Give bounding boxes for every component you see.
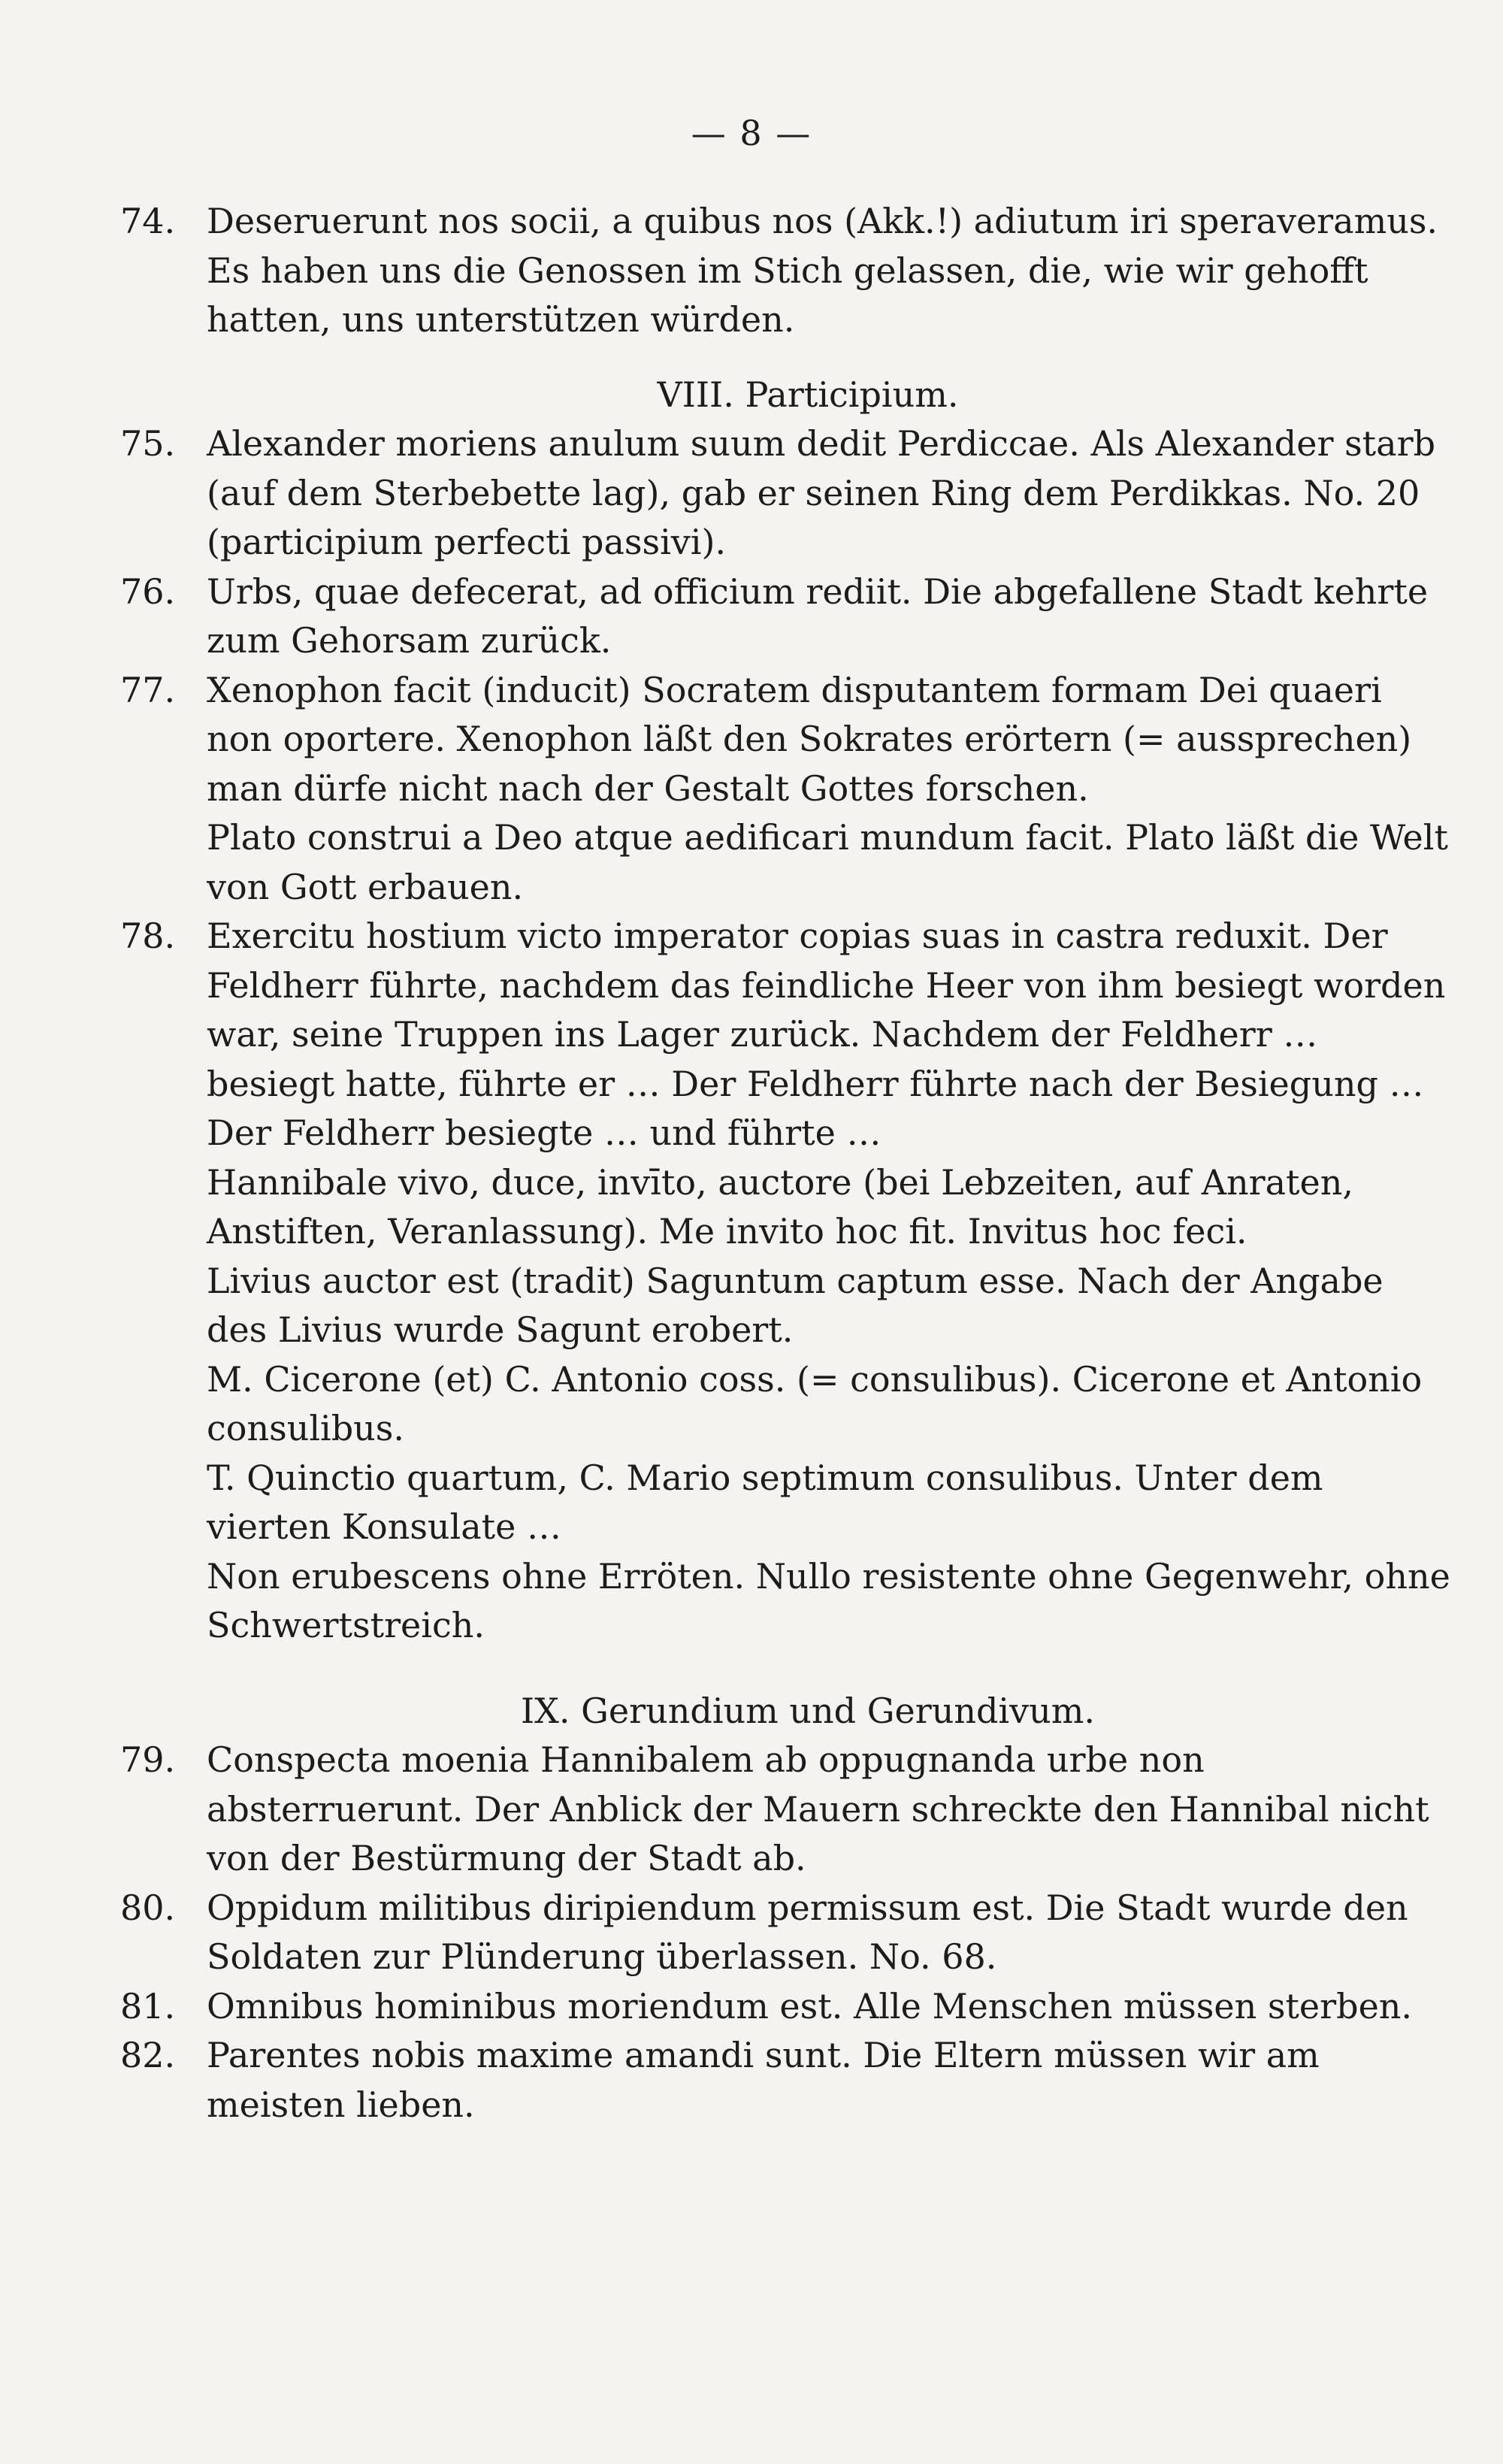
page-number: — 8 — — [691, 113, 812, 153]
entry-81 — [120, 1982, 1450, 2032]
entry-number: 80. — [120, 1887, 176, 1928]
entry-number: 81. — [120, 1985, 176, 2027]
entry-text: Oppidum militibus diripiendum permissum est. Die Stadt wurde den Soldaten zur Plünderung überlassen. No. 68. — [207, 1887, 1408, 1977]
entry-text: Alexander moriens anulum suum dedit Perdiccae. Als Alexander starb (auf dem Sterbebette lag), gab er seinen Ring dem Perdikkas. No. 20 (participium perfecti passivi). — [207, 423, 1436, 562]
entry-78-example: M. Cicerone (et) C. Antonio coss. (= consulibus). Cicerone et Antonio consulibus. — [207, 1358, 1423, 1448]
entry-77 — [120, 666, 1450, 814]
entry-number: 75. — [120, 423, 176, 464]
entry-78-example: T. Quinctio quartum, C. Mario septimum consulibus. Unter dem vierten Konsulate … — [207, 1457, 1323, 1547]
entry-text: Conspecta moenia Hannibalem ab oppugnanda urbe non absterruerunt. Der Anblick der Mauern schreckte den Hannibal nicht von der Bestürmung der Stadt ab. — [207, 1739, 1429, 1878]
entry-number: 74. — [120, 201, 176, 241]
entry-number: 82. — [120, 2035, 176, 2075]
entry-text: Omnibus hominibus moriendum est. Alle Menschen müssen sterben. — [207, 1985, 1413, 2027]
entry-number: 78. — [120, 916, 176, 956]
entry-79 — [120, 1736, 1450, 1884]
entry-text: Parentes nobis maxime amandi sunt. Die Eltern müssen wir am meisten lieben. — [207, 2035, 1320, 2125]
entry-78 — [120, 912, 1450, 1158]
entry-text: Urbs, quae defecerat, ad officium rediit. Die abgefallene Stadt kehrte zum Gehorsam zurück. — [207, 571, 1429, 661]
entry-number: 76. — [120, 571, 176, 612]
section-heading-participium: VIII. Participium. — [657, 374, 959, 415]
entry-77-example: Plato construi a Deo atque aedificari mundum facit. Plato läßt die Welt von Gott erbauen. — [207, 817, 1448, 907]
entry-74 — [120, 197, 1450, 345]
entry-text: Deseruerunt nos socii, a quibus nos (Akk.!) adiutum iri speraveramus. Es haben uns die Genossen im Stich gelassen, die, wie wir gehofft hatten, uns unterstützen würden. — [207, 201, 1438, 340]
entry-text: Exercitu hostium victo imperator copias suas in castra reduxit. Der Feldherr führte, nachdem das feindliche Heer von ihm besiegt worden war, seine Truppen ins Lager zurück. Nachdem der Feldherr … besiegt hatte, führte er … Der Feldherr führte nach der Besiegung … Der Feldherr besiegte … und führte … — [207, 916, 1446, 1153]
entry-number: 77. — [120, 669, 176, 710]
entry-78-example: Non erubescens ohne Erröten. Nullo resistente ohne Gegenwehr, ohne Schwertstreich. — [207, 1555, 1450, 1645]
entry-80 — [120, 1884, 1450, 1982]
entry-number: 79. — [120, 1739, 176, 1780]
entry-78-example: Hannibale vivo, duce, invīto, auctore (bei Lebzeiten, auf Anraten, Anstiften, Veranlassung). Me invito hoc fit. Invitus hoc feci. — [207, 1161, 1353, 1252]
entry-76 — [120, 568, 1450, 666]
page-body — [120, 197, 1450, 2130]
entry-78-example: Livius auctor est (tradit) Saguntum captum esse. Nach der Angabe des Livius wurde Sagunt erobert. — [207, 1260, 1384, 1350]
entry-text: Xenophon facit (inducit) Socratem disputantem formam Dei quaeri non oportere. Xenophon läßt den Sokrates erörtern (= aussprechen) man dürfe nicht nach der Gestalt Gottes forschen. — [207, 669, 1412, 809]
section-heading-gerundium: IX. Gerundium und Gerundivum. — [521, 1690, 1095, 1731]
entry-82 — [120, 2031, 1450, 2130]
entry-75 — [120, 419, 1450, 568]
